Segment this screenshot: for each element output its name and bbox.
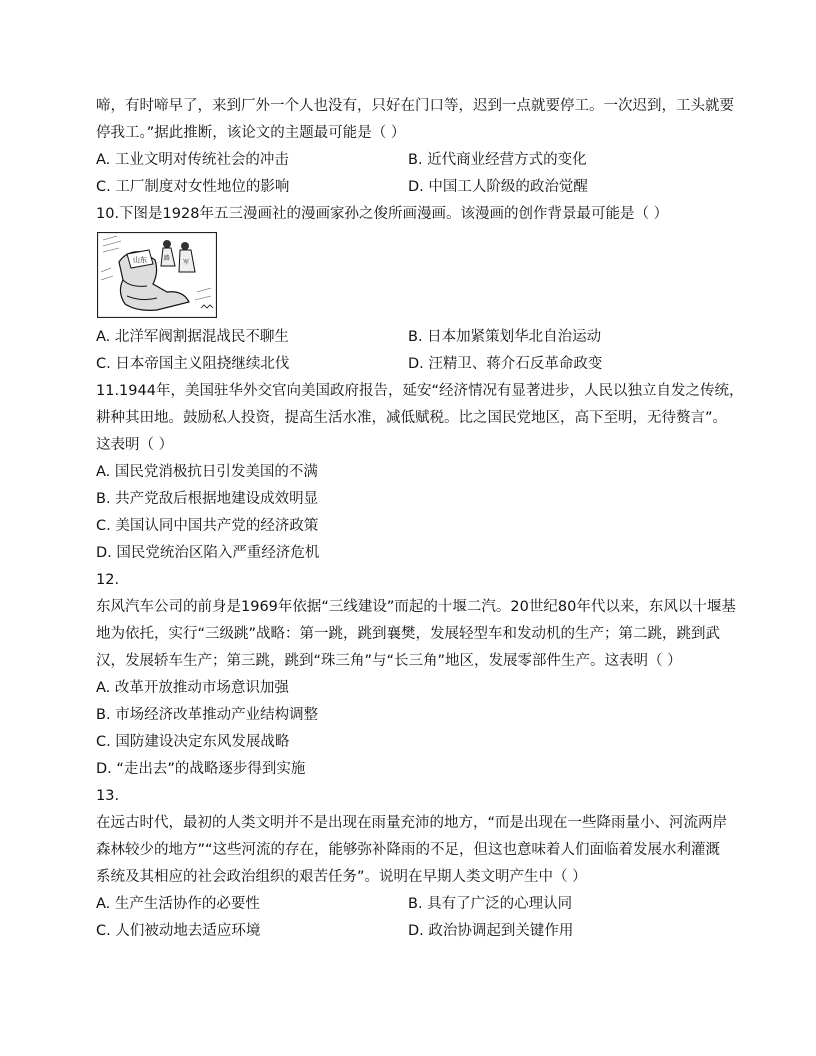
q12-stem-line-2: 地为依托，实行“三级跳”战略：第一跳，跳到襄樊，发展轻型车和发动机的生产；第二跳，跳到武: [96, 626, 721, 642]
q13-option-d: D. 政治协调起到关键作用: [408, 923, 574, 939]
q12-option-b: B. 市场经济改革推动产业结构调整: [96, 707, 319, 723]
q11-option-b: B. 共产党敌后根据地建设成效明显: [96, 491, 319, 507]
q11-option-d: D. 国民党统治区陷入严重经济危机: [96, 545, 320, 561]
q13-option-a: A. 生产生活协作的必要性: [96, 896, 260, 912]
q10-stem: 10.下图是1928年五三漫画社的漫画家孙之俊所画漫画。该漫画的创作背景最可能是（ ）: [96, 206, 669, 222]
cartoon-label-shandong: 山东: [133, 256, 147, 264]
q9-option-d: D. 中国工人阶级的政治觉醒: [408, 179, 588, 195]
q12-number: 12.: [96, 572, 120, 588]
q10-option-d: D. 汪精卫、蒋介石反革命政变: [408, 356, 603, 372]
q13-stem-line-2: 森林较少的地方”“这些河流的存在，能够弥补降雨的不足，但这也意味着人们面临着发展水利灌溉: [96, 842, 721, 858]
q12-option-d: D. “走出去”的战略逐步得到实施: [96, 761, 306, 777]
q9-option-b: B. 近代商业经营方式的变化: [408, 152, 587, 168]
q9-stem-line-1: 啼，有时啼早了，来到厂外一个人也没有，只好在门口等，迟到一点就要停工。一次迟到，工头就要: [96, 98, 734, 114]
q9-option-c: C. 工厂制度对女性地位的影响: [96, 179, 290, 195]
q11-stem-line-1: 11.1944年，美国驻华外交官向美国政府报告，延安“经济情况有显著进步，人民以独立自发之传统，: [96, 383, 744, 399]
q10-option-a: A. 北洋军阀割据混战民不聊生: [96, 329, 289, 345]
q10-option-c: C. 日本帝国主义阻挠继续北伐: [96, 356, 290, 372]
q13-option-b: B. 具有了广泛的心理认同: [408, 896, 573, 912]
q11-stem-line-3: 这表明（ ）: [96, 437, 174, 453]
q9-stem-line-2: 停我工。”据此推断，该论文的主题最可能是（ ）: [96, 125, 406, 141]
cartoon-drawing: [97, 232, 217, 318]
q11-stem-line-2: 耕种其田地。鼓励私人投资，提高生活水准，减低赋税。比之国民党地区，高下至明，无待赘言”。: [96, 410, 728, 426]
q12-stem-line-3: 汉，发展轿车生产；第三跳，跳到“珠三角”与“长三角”地区，发展零部件生产。这表明（ ）: [96, 653, 682, 669]
cartoon-label-army: 军: [183, 259, 190, 266]
q9-option-a: A. 工业文明对传统社会的冲击: [96, 152, 289, 168]
q13-number: 13.: [96, 788, 120, 804]
q13-stem-line-3: 系统及其相应的社会政治组织的艰苦任务”。说明在早期人类文明产生中（ ）: [96, 869, 587, 885]
q13-stem-line-1: 在远古时代，最初的人类文明并不是出现在雨量充沛的地方，“而是出现在一些降雨量小、河流两岸: [96, 815, 728, 831]
q11-option-c: C. 美国认同中国共产党的经济政策: [96, 518, 319, 534]
q10-cartoon-image: [97, 232, 217, 318]
q12-option-c: C. 国防建设决定东风发展战略: [96, 734, 290, 750]
q10-option-b: B. 日本加紧策划华北自治运动: [408, 329, 602, 345]
q12-stem-line-1: 东风汽车公司的前身是1969年依据“三线建设”而起的十堰二汽。20世纪80年代以来，东风以十堰基: [96, 599, 736, 615]
q13-option-c: C. 人们被动地去适应环境: [96, 923, 261, 939]
q11-option-a: A. 国民党消极抗日引发美国的不满: [96, 464, 318, 480]
cartoon-label-road: 路: [164, 255, 171, 262]
q12-option-a: A. 改革开放推动市场意识加强: [96, 680, 289, 696]
